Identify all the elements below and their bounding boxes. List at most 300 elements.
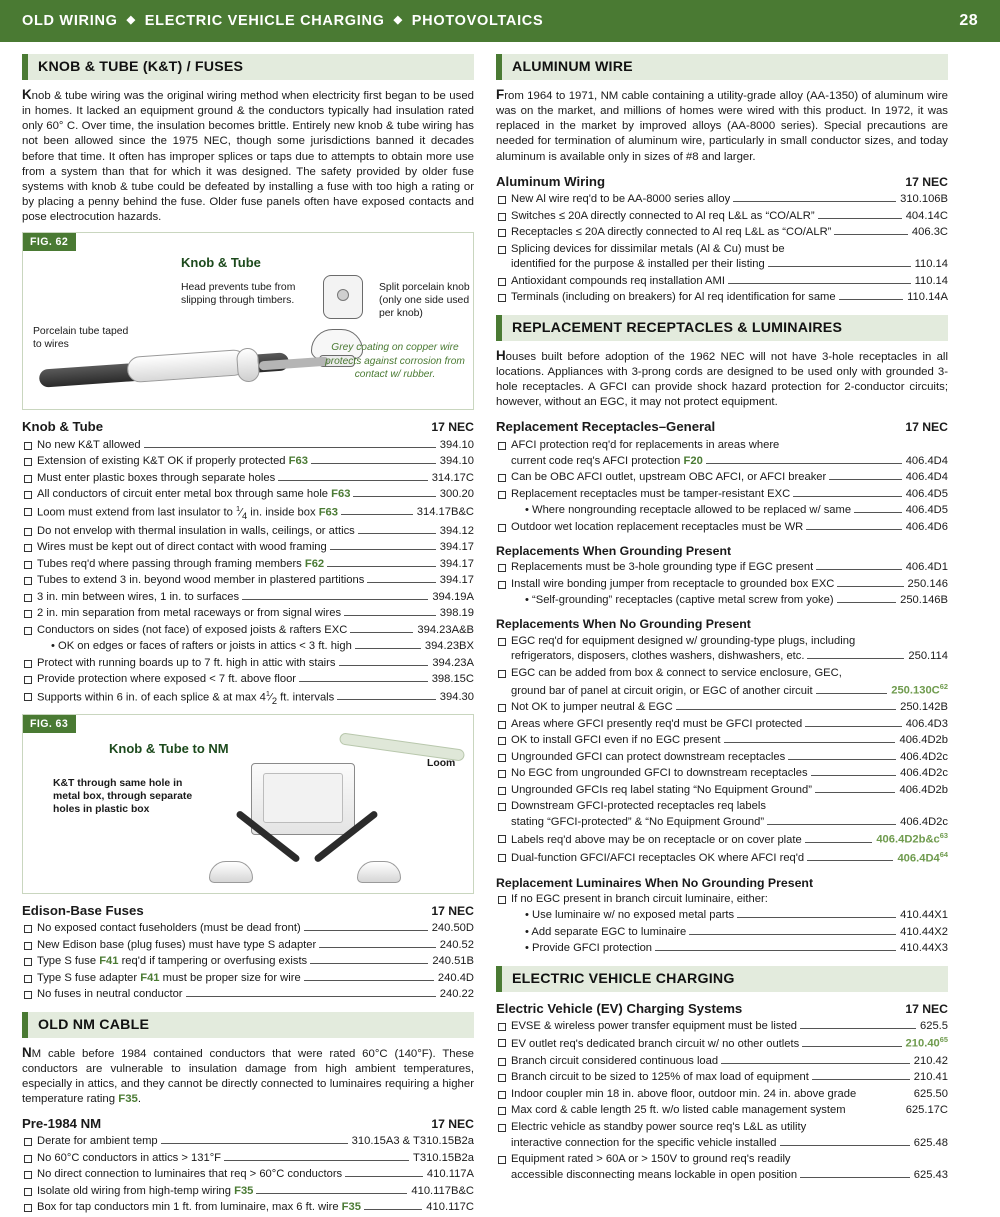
checklist-item-body xyxy=(511,225,948,241)
checklist-item-body xyxy=(37,590,474,606)
checklist-item[interactable] xyxy=(496,192,948,209)
code-reference: 310.15A3 & T310.15B2a xyxy=(351,1135,474,1148)
checklist-item[interactable] xyxy=(22,606,474,623)
checklist-item-text: Branch circuit considered continuous load xyxy=(511,1054,719,1067)
code-reference: 625.48 xyxy=(913,1136,948,1149)
replacement-general-heading xyxy=(496,419,948,434)
checklist-item[interactable] xyxy=(496,1019,948,1036)
leader-dots xyxy=(706,463,902,464)
checklist-item[interactable] xyxy=(496,925,948,942)
checklist-item[interactable] xyxy=(22,1184,474,1201)
checklist-item-text: New Al wire req'd to be AA-8000 series alloy xyxy=(511,193,731,206)
checkbox-icon[interactable] xyxy=(24,594,32,602)
checklist-item[interactable] xyxy=(496,437,948,469)
replacement-no-grounding-checklist[interactable] xyxy=(496,633,948,867)
code-reference: 410.44X3 xyxy=(900,942,948,955)
replacement-grounding-checklist[interactable] xyxy=(496,560,948,610)
leader-dots xyxy=(341,514,413,515)
checkbox-icon[interactable] xyxy=(24,958,32,966)
checkbox-icon[interactable] xyxy=(24,528,32,536)
checklist-item[interactable] xyxy=(496,503,948,520)
checklist-item-text: Indoor coupler min 18 in. above floor, outdoor min. 24 in. above grade xyxy=(511,1087,857,1100)
checklist-item-text: Splicing devices for dissimilar metals (Al & Cu) must be xyxy=(511,242,785,255)
checklist-item-body xyxy=(511,438,948,470)
checklist-item[interactable] xyxy=(496,733,948,750)
leader-dots xyxy=(767,824,896,825)
edison-fuses-heading xyxy=(22,903,474,918)
checkbox-icon[interactable] xyxy=(24,1138,32,1146)
code-reference: 240.51B xyxy=(432,955,474,968)
code-reference: 240.22 xyxy=(439,988,474,1001)
checkbox-icon[interactable] xyxy=(38,643,46,651)
checklist-item-text: OK to install GFCI even if no EGC present xyxy=(511,734,721,747)
code-reference: 410.117A xyxy=(426,1168,474,1181)
checklist-item-text: current code req's AFCI protection F20 xyxy=(511,454,703,467)
edison-fuses-checklist[interactable] xyxy=(22,921,474,1004)
checklist-item-body xyxy=(511,1035,948,1053)
checkbox-icon[interactable] xyxy=(498,1091,506,1099)
checklist-item[interactable] xyxy=(22,622,474,639)
checkbox-icon[interactable] xyxy=(24,1171,32,1179)
checklist-item-text: New Edison base (plug fuses) must have type S adapter xyxy=(37,938,317,951)
leader-dots xyxy=(339,665,429,666)
checklist-item[interactable] xyxy=(496,1035,948,1053)
checkbox-icon[interactable] xyxy=(498,524,506,532)
leader-dots xyxy=(854,512,902,513)
figure-63-label-loom-text: Loom xyxy=(427,758,456,769)
checklist-item[interactable] xyxy=(22,589,474,606)
checklist-item-body xyxy=(511,520,948,536)
checkbox-icon[interactable] xyxy=(24,442,32,450)
checkbox-icon[interactable] xyxy=(498,246,506,254)
checkbox-icon[interactable] xyxy=(24,1155,32,1163)
checklist-item-text: No direct connection to luminaires that req > 60°C conductors xyxy=(37,1168,343,1181)
section-aluminum-wire: ALUMINUM WIRE xyxy=(496,54,948,80)
replacement-no-grounding-title: Replacements When No Grounding Present xyxy=(496,617,751,632)
old-nm-paragraph xyxy=(22,1044,474,1108)
checklist-item[interactable] xyxy=(22,487,474,504)
aluminum-wiring-checklist[interactable] xyxy=(496,192,948,307)
figure-63-tag: FIG. 63 xyxy=(23,715,76,733)
checklist-item[interactable] xyxy=(496,766,948,783)
checklist-item[interactable] xyxy=(496,1103,948,1120)
checklist-item-body xyxy=(511,733,948,749)
checkbox-icon[interactable] xyxy=(24,508,32,516)
ev-charging-checklist[interactable] xyxy=(496,1019,948,1185)
checklist-item[interactable] xyxy=(496,666,948,700)
checkbox-icon[interactable] xyxy=(498,1074,506,1082)
checklist-item[interactable] xyxy=(22,921,474,938)
checklist-item-text: Labels req'd above may be on receptacle or on cover plate xyxy=(511,834,802,847)
checkbox-icon[interactable] xyxy=(512,597,520,605)
checklist-item[interactable] xyxy=(496,225,948,242)
checklist-item-body xyxy=(37,1200,474,1216)
section-knob-and-tube: KNOB & TUBE (K&T) / FUSES xyxy=(22,54,474,80)
checkbox-icon[interactable] xyxy=(24,942,32,950)
checklist-item[interactable] xyxy=(22,437,474,454)
checklist-item[interactable] xyxy=(496,941,948,958)
checklist-item[interactable] xyxy=(496,1070,948,1087)
checklist-item-text: accessible disconnecting means lockable in open position xyxy=(511,1168,798,1181)
checklist-item-body xyxy=(37,689,474,708)
checklist-item-text: 2 in. min separation from metal raceways or from signal wires xyxy=(37,607,342,619)
checkbox-icon[interactable] xyxy=(512,945,520,953)
code-reference: 406.4D5 xyxy=(905,487,948,500)
leader-dots xyxy=(299,681,428,682)
leader-dots xyxy=(689,934,896,935)
checkbox-icon[interactable] xyxy=(498,1156,506,1164)
figure-63-art-knob-left xyxy=(209,861,253,883)
code-reference: 410.117C xyxy=(426,1201,474,1214)
checkbox-icon[interactable] xyxy=(498,803,506,811)
code-reference: 314.17C xyxy=(431,471,474,484)
checkbox-icon[interactable] xyxy=(24,491,32,499)
checklist-item-text: No exposed contact fuseholders (must be dead front) xyxy=(37,922,301,935)
checkbox-icon[interactable] xyxy=(24,975,32,983)
code-reference: 240.50D xyxy=(431,922,474,935)
leader-dots xyxy=(733,201,896,202)
code-reference: 210.40$^{65}$ xyxy=(905,1035,948,1051)
diamond-icon: ◆ xyxy=(393,13,403,26)
checkbox-icon[interactable] xyxy=(498,196,506,204)
checklist-item-body xyxy=(37,954,474,970)
code-reference: 406.4D3 xyxy=(905,717,948,730)
checklist-item[interactable] xyxy=(22,655,474,672)
checklist-item-body xyxy=(511,274,948,290)
checklist-item-text: If no EGC present in branch circuit luminaire, either: xyxy=(511,892,768,905)
checklist-item[interactable] xyxy=(496,799,948,831)
checklist-item-body xyxy=(525,593,948,609)
checkbox-icon[interactable] xyxy=(498,835,506,843)
checklist-item-body xyxy=(511,242,948,274)
checklist-item-text: • Where nongrounding receptacle allowed to be replaced w/ same xyxy=(525,504,852,517)
figure-62-title: Knob & Tube xyxy=(181,255,261,271)
checklist-item-text: Install wire bonding jumper from receptacle to grounded box EXC xyxy=(511,577,835,590)
checklist-item[interactable] xyxy=(22,987,474,1004)
leader-dots xyxy=(837,602,897,603)
code-reference: 314.17B&C xyxy=(416,506,474,519)
checkbox-icon[interactable] xyxy=(498,638,506,646)
checklist-item-body xyxy=(37,623,474,639)
leader-dots xyxy=(800,1028,916,1029)
checklist-item-body xyxy=(37,921,474,937)
knob-tube-checklist[interactable] xyxy=(22,437,474,708)
checklist-item[interactable] xyxy=(496,1053,948,1070)
knob-tube-table-heading xyxy=(22,419,474,434)
code-reference: 625.43 xyxy=(913,1168,948,1181)
leader-dots xyxy=(737,917,896,918)
checklist-item[interactable] xyxy=(496,486,948,503)
checklist-item[interactable] xyxy=(496,470,948,487)
figure-62-label-split-text: Split porcelain knob (only one side used per knob) xyxy=(379,282,470,320)
checkbox-icon[interactable] xyxy=(498,1023,506,1031)
code-reference: 394.12 xyxy=(439,524,474,537)
checkbox-icon[interactable] xyxy=(498,896,506,904)
aluminum-paragraph xyxy=(496,86,948,165)
leader-dots xyxy=(256,1193,407,1194)
checkbox-icon[interactable] xyxy=(498,442,506,450)
checklist-item[interactable] xyxy=(22,503,474,523)
checklist-item[interactable] xyxy=(22,1167,474,1184)
checklist-item[interactable] xyxy=(22,971,474,988)
checklist-item[interactable] xyxy=(22,523,474,540)
checkbox-icon[interactable] xyxy=(24,561,32,569)
checklist-item-text: Downstream GFCI-protected receptacles req labels xyxy=(511,800,766,813)
figure-62-art-tube xyxy=(126,349,248,383)
checkbox-icon[interactable] xyxy=(24,577,32,585)
checkbox-icon[interactable] xyxy=(24,693,32,701)
checkbox-icon[interactable] xyxy=(512,929,520,937)
code-reference: 394.17 xyxy=(439,574,474,586)
aluminum-wiring-heading xyxy=(496,174,948,189)
checklist-item[interactable] xyxy=(22,954,474,971)
checklist-item-text: • Add separate EGC to luminaire xyxy=(525,925,687,938)
checklist-item-text: Conductors on sides (not face) of exposed joists & rafters EXC xyxy=(37,623,348,636)
figure-63-art-box-inner xyxy=(263,773,343,823)
leader-dots xyxy=(818,218,902,219)
checkbox-icon[interactable] xyxy=(498,787,506,795)
checkbox-icon[interactable] xyxy=(498,670,506,678)
checkbox-icon[interactable] xyxy=(512,507,520,515)
checklist-item[interactable] xyxy=(496,849,948,867)
checklist-item-body xyxy=(525,503,948,519)
checklist-item-body xyxy=(525,941,948,957)
checkbox-icon[interactable] xyxy=(498,704,506,712)
checkbox-icon[interactable] xyxy=(498,474,506,482)
checklist-item[interactable] xyxy=(496,892,948,909)
checkbox-icon[interactable] xyxy=(24,475,32,483)
section-ev-charging: ELECTRIC VEHICLE CHARGING xyxy=(496,966,948,992)
checklist-item-text: Outdoor wet location replacement receptacles must be WR xyxy=(511,520,804,533)
checklist-item[interactable] xyxy=(22,639,474,656)
checklist-item[interactable] xyxy=(22,1151,474,1168)
checklist-item-body xyxy=(37,540,474,556)
checklist-item[interactable] xyxy=(496,633,948,665)
checklist-item[interactable] xyxy=(496,1152,948,1184)
checklist-item[interactable] xyxy=(496,908,948,925)
checklist-item[interactable] xyxy=(22,470,474,487)
checklist-item-body xyxy=(37,487,474,503)
leader-dots xyxy=(655,950,896,951)
checklist-item-text: interactive connection for the specific vehicle installed xyxy=(511,1136,777,1149)
checkbox-icon[interactable] xyxy=(24,627,32,635)
checklist-item[interactable] xyxy=(496,576,948,593)
checkbox-icon[interactable] xyxy=(498,721,506,729)
checklist-item-text: • Provide GFCI protection xyxy=(525,942,653,955)
checkbox-icon[interactable] xyxy=(24,544,32,552)
checklist-item-body xyxy=(37,1151,474,1167)
checklist-item-text: 3 in. min between wires, 1 in. to surfaces xyxy=(37,590,240,603)
code-reference: 406.4D5 xyxy=(905,504,948,517)
code-reference: $406.4D2b\&c^{63}$ xyxy=(876,831,948,847)
checkbox-icon[interactable] xyxy=(498,581,506,589)
checkbox-icon[interactable] xyxy=(24,610,32,618)
code-reference: 406.4D2c xyxy=(900,815,948,828)
dropcap: K xyxy=(22,87,32,102)
code-reference: 240.52 xyxy=(439,938,474,951)
checklist-item[interactable] xyxy=(496,274,948,291)
leader-dots xyxy=(815,792,895,793)
checklist-item[interactable] xyxy=(22,688,474,708)
page-number: 28 xyxy=(959,12,978,29)
checkbox-icon[interactable] xyxy=(498,1107,506,1115)
checkbox-icon[interactable] xyxy=(498,278,506,286)
checkbox-icon[interactable] xyxy=(24,1188,32,1196)
checklist-item[interactable] xyxy=(22,672,474,689)
checklist-item[interactable] xyxy=(496,290,948,307)
checklist-item-text: refrigerators, disposers, clothes washers, dishwashers, etc. xyxy=(511,650,805,663)
leader-dots xyxy=(834,234,908,235)
checklist-item[interactable] xyxy=(496,782,948,799)
leader-dots xyxy=(353,496,435,497)
checkbox-icon[interactable] xyxy=(498,294,506,302)
code-reference: 410.44X1 xyxy=(900,909,948,922)
checklist-item[interactable] xyxy=(496,560,948,577)
checkbox-icon[interactable] xyxy=(512,912,520,920)
code-reference: 394.23BX xyxy=(424,640,474,652)
checklist-item[interactable] xyxy=(22,938,474,955)
leader-dots xyxy=(311,463,436,464)
code-reference: 240.4D xyxy=(437,971,474,984)
checklist-item[interactable] xyxy=(496,593,948,610)
checkbox-icon[interactable] xyxy=(24,991,32,999)
checkbox-icon[interactable] xyxy=(24,676,32,684)
leader-dots xyxy=(364,1209,422,1210)
checklist-item-body xyxy=(37,1134,474,1150)
checklist-item[interactable] xyxy=(22,454,474,471)
replacement-paragraph xyxy=(496,347,948,411)
leader-dots xyxy=(327,566,436,567)
checkbox-icon[interactable] xyxy=(498,754,506,762)
header-title-part-2: ELECTRIC VEHICLE CHARGING xyxy=(144,13,385,29)
checklist-item[interactable] xyxy=(22,556,474,573)
leader-dots xyxy=(837,586,903,587)
checkbox-icon[interactable] xyxy=(498,564,506,572)
checklist-item-body xyxy=(525,908,948,924)
checklist-item-text: Supports within 6 in. of each splice & at $\max 4^1⁄_2$ ft. intervals xyxy=(37,688,335,706)
checkbox-icon[interactable] xyxy=(24,1204,32,1212)
checklist-item-body xyxy=(511,634,948,666)
edison-fuses-nec: 17 NEC xyxy=(431,904,474,918)
checklist-item[interactable] xyxy=(22,540,474,557)
checklist-item[interactable] xyxy=(22,573,474,590)
checklist-item-text: Type S fuse F41 req'd if tampering or overfusing exists xyxy=(37,955,308,968)
leader-dots xyxy=(724,742,896,743)
leader-dots xyxy=(350,632,413,633)
checkbox-icon[interactable] xyxy=(498,854,506,862)
checklist-item-text: Wires must be kept out of direct contact with wood framing xyxy=(37,541,327,553)
code-reference: 394.19A xyxy=(432,590,474,603)
checklist-item-body xyxy=(511,577,948,593)
checkbox-icon[interactable] xyxy=(498,213,506,221)
checkbox-icon[interactable] xyxy=(498,737,506,745)
page-header xyxy=(0,0,1000,42)
code-reference: 625.50 xyxy=(913,1087,948,1100)
checklist-item-body xyxy=(37,672,474,688)
code-reference: 394.23A&B xyxy=(417,623,474,636)
checklist-item[interactable] xyxy=(496,241,948,273)
replacement-luminaires-checklist[interactable] xyxy=(496,892,948,958)
figure-63-title: Knob & Tube to NM xyxy=(109,741,229,756)
paragraph-text: nob & tube wiring was the original wiring method when electricity first began to be used in homes. It lacked an equipment ground & the conductors typically had insulation rated only 60° C. Over time, the insulation becomes brittle. Entirely new knob & tube wiring has not been allowed since the 1975 NEC, though some jurisdictions banned it decades before that time. It often has improper splices or taps due to attempts to obtain more use from a system than that for which it was designed. The safety provided by older fuse systems with knob & tube could be defeated by installing a fuse with too high a rating or by placing a penny behind the fuse. Older fuse panels often have exposed contacts and pose electrocution hazards. xyxy=(22,90,474,224)
checklist-item[interactable] xyxy=(496,519,948,536)
leader-dots xyxy=(811,775,896,776)
checklist-item[interactable] xyxy=(22,1134,474,1151)
checklist-item[interactable] xyxy=(496,831,948,849)
code-reference: 625.17C xyxy=(905,1104,948,1117)
checklist-item-text: Electric vehicle as standby power source req's L&L as utility xyxy=(511,1120,807,1133)
checkbox-icon[interactable] xyxy=(498,491,506,499)
leader-dots xyxy=(304,980,434,981)
replacement-general-nec: 17 NEC xyxy=(905,420,948,435)
checkbox-icon[interactable] xyxy=(498,1039,506,1047)
knob-tube-table-title: Knob & Tube xyxy=(22,419,104,435)
checkbox-icon[interactable] xyxy=(498,1058,506,1066)
code-reference: 410.44X2 xyxy=(900,925,948,938)
leader-dots xyxy=(816,693,888,694)
knob-tube-table-nec: 17 NEC xyxy=(431,420,474,435)
checkbox-icon[interactable] xyxy=(498,229,506,237)
checklist-item[interactable] xyxy=(496,749,948,766)
checklist-item-body xyxy=(511,783,948,799)
checklist-item-text: Areas where GFCI presently req'd must be GFCI protected xyxy=(511,717,803,730)
checklist-item[interactable] xyxy=(496,1119,948,1151)
checklist-item-text: Type S fuse adapter F41 must be proper size for wire xyxy=(37,971,301,984)
checklist-item-body xyxy=(37,438,474,454)
checklist-item-body xyxy=(37,504,474,523)
checkbox-icon[interactable] xyxy=(24,925,32,933)
checklist-item-text: Not OK to jumper neutral & EGC xyxy=(511,701,673,714)
checklist-item-text: Do not envelop with thermal insulation in walls, ceilings, or attics xyxy=(37,524,355,537)
checklist-item-text: • “Self-grounding” receptacles (captive metal screw from yoke) xyxy=(525,594,834,607)
checkbox-icon[interactable] xyxy=(24,660,32,668)
replacement-general-checklist[interactable] xyxy=(496,437,948,535)
pre-1984-nm-nec: 17 NEC xyxy=(431,1117,474,1132)
checklist-item[interactable] xyxy=(22,1200,474,1217)
leader-dots xyxy=(337,699,436,700)
checklist-item-text: EGC can be added from box & connect to service enclosure, GEC, xyxy=(511,666,842,679)
checklist-item-text: Ungrounded GFCI can protect downstream receptacles xyxy=(511,750,786,763)
checklist-item-body xyxy=(511,487,948,503)
code-reference: 110.14 xyxy=(914,258,948,271)
pre-1984-nm-checklist[interactable] xyxy=(22,1134,474,1217)
checkbox-icon[interactable] xyxy=(498,1124,506,1132)
leader-dots xyxy=(161,1143,348,1144)
checklist-item-text: No EGC from ungrounded GFCI to downstream receptacles xyxy=(511,767,808,780)
checklist-item-text: • OK on edges or faces of rafters or joists in attics < 3 ft. high xyxy=(51,640,352,652)
checklist-item[interactable] xyxy=(496,208,948,225)
checklist-item[interactable] xyxy=(496,700,948,717)
header-title xyxy=(22,13,543,29)
code-reference: 406.4D4 xyxy=(905,454,948,467)
checklist-item-body xyxy=(511,1087,948,1103)
checklist-item-text: EVSE & wireless power transfer equipment must be listed xyxy=(511,1019,798,1032)
code-reference: 394.30 xyxy=(439,691,474,704)
checklist-item-body xyxy=(511,209,948,225)
checklist-item-text: stating “GFCI-protected” & “No Equipment Ground” xyxy=(511,815,765,828)
checklist-item-body xyxy=(511,1019,948,1035)
checklist-item-body xyxy=(37,938,474,954)
code-reference: 250.114 xyxy=(908,650,948,663)
checklist-item-text: Receptacles ≤ 20A directly connected to Al req L&L as “CO/ALR” xyxy=(511,226,832,239)
checkbox-icon[interactable] xyxy=(498,770,506,778)
checklist-item[interactable] xyxy=(496,716,948,733)
checklist-item-text: Loom must extend from last insulator to $^1⁄_4$ in. inside box F63 xyxy=(37,503,338,521)
checkbox-icon[interactable] xyxy=(24,458,32,466)
checklist-item-body xyxy=(37,573,474,589)
checklist-item[interactable] xyxy=(496,1086,948,1103)
checklist-item-body xyxy=(511,1054,948,1070)
